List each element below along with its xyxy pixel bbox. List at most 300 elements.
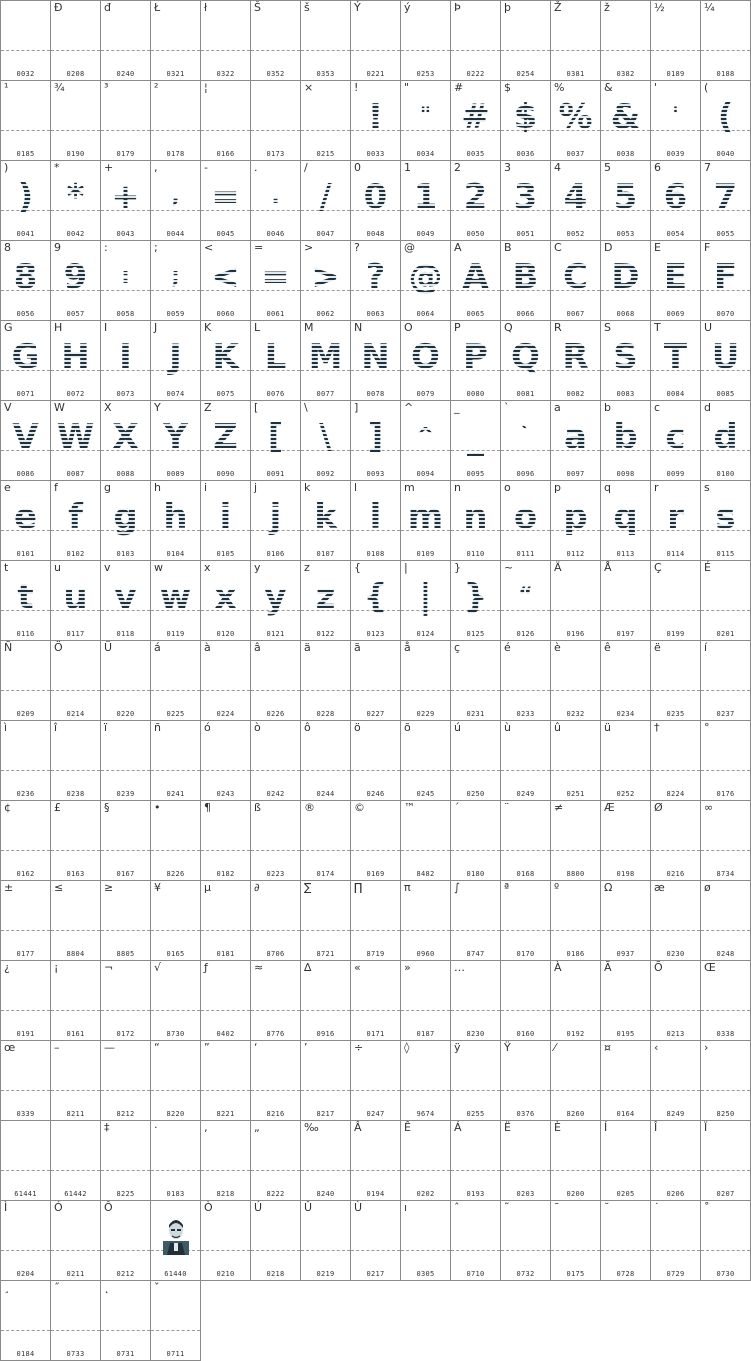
glyph-cell[interactable]	[350, 640, 401, 721]
glyph-cell[interactable]	[50, 1280, 101, 1361]
glyph-cell[interactable]	[50, 1120, 101, 1201]
glyph-char-label: a	[554, 401, 561, 414]
glyph-cell[interactable]	[450, 0, 501, 81]
glyph-cell[interactable]	[0, 640, 51, 721]
glyph-cell[interactable]	[0, 1120, 51, 1201]
glyph-char-label: ½	[654, 1, 665, 14]
glyph-cell[interactable]	[200, 240, 251, 321]
glyph-code-label: 0064	[416, 310, 435, 318]
glyph-cell[interactable]	[650, 960, 701, 1041]
glyph-cell[interactable]	[650, 80, 701, 161]
glyph-cell[interactable]	[0, 240, 51, 321]
glyph-cell[interactable]	[400, 480, 451, 561]
glyph-cell[interactable]	[650, 560, 701, 641]
glyph-char-label: ˛	[104, 1281, 110, 1294]
glyph-cell[interactable]	[550, 240, 601, 321]
glyph-cell[interactable]	[550, 800, 601, 881]
glyph-cell[interactable]	[500, 160, 551, 241]
glyph-cell[interactable]	[250, 1200, 301, 1281]
glyph-cell[interactable]	[150, 240, 201, 321]
glyph-cell[interactable]	[500, 960, 551, 1041]
glyph-cell[interactable]	[650, 160, 701, 241]
glyph-cell[interactable]	[350, 1200, 401, 1281]
glyph-cell[interactable]	[250, 960, 301, 1041]
glyph-cell[interactable]	[200, 0, 251, 81]
glyph-cell[interactable]	[150, 1280, 201, 1361]
glyph-preview: v	[101, 574, 150, 620]
baseline-divider	[51, 770, 100, 771]
glyph-cell[interactable]	[500, 640, 551, 721]
glyph-char-label: …	[454, 961, 465, 974]
glyph-cell[interactable]	[250, 560, 301, 641]
glyph-cell[interactable]	[200, 960, 251, 1041]
glyph-cell[interactable]	[650, 1200, 701, 1281]
glyph-cell[interactable]	[300, 160, 351, 241]
glyph-cell[interactable]	[100, 0, 151, 81]
glyph-cell[interactable]	[200, 560, 251, 641]
glyph-cell[interactable]	[500, 1120, 551, 1201]
glyph-char-label: Ê	[404, 1121, 411, 1134]
glyph-cell[interactable]	[250, 800, 301, 881]
glyph-cell[interactable]	[650, 880, 701, 961]
glyph-cell[interactable]	[350, 80, 401, 161]
glyph-cell[interactable]	[500, 480, 551, 561]
glyph-cell[interactable]	[650, 320, 701, 401]
glyph-cell[interactable]	[0, 480, 51, 561]
glyph-cell[interactable]	[550, 320, 601, 401]
glyph-cell[interactable]	[500, 1200, 551, 1281]
glyph-cell[interactable]	[450, 400, 501, 481]
glyph-cell[interactable]	[0, 1040, 51, 1121]
glyph-cell[interactable]	[250, 400, 301, 481]
glyph-cell[interactable]	[400, 720, 451, 801]
glyph-cell[interactable]	[100, 880, 151, 961]
glyph-cell[interactable]	[150, 800, 201, 881]
glyph-cell[interactable]	[600, 1200, 651, 1281]
glyph-code-label: 0711	[166, 1350, 185, 1358]
glyph-cell[interactable]	[350, 720, 401, 801]
glyph-cell[interactable]	[400, 0, 451, 81]
glyph-cell[interactable]	[300, 1120, 351, 1201]
glyph-cell[interactable]	[500, 240, 551, 321]
glyph-cell[interactable]	[550, 480, 601, 561]
glyph-cell[interactable]	[500, 1040, 551, 1121]
glyph-cell[interactable]	[700, 480, 751, 561]
glyph-cell[interactable]	[50, 800, 101, 881]
glyph-cell[interactable]	[250, 80, 301, 161]
glyph-cell[interactable]	[700, 880, 751, 961]
glyph-cell[interactable]	[50, 560, 101, 641]
glyph-cell[interactable]	[450, 560, 501, 641]
glyph-cell[interactable]	[150, 1040, 201, 1121]
glyph-char-label: ,	[154, 161, 158, 174]
glyph-cell[interactable]	[700, 800, 751, 881]
glyph-cell[interactable]	[300, 880, 351, 961]
glyph-cell[interactable]	[100, 320, 151, 401]
glyph-char-label: `	[504, 401, 510, 414]
glyph-cell[interactable]	[150, 1200, 201, 1281]
glyph-code-label: 0039	[666, 150, 685, 158]
glyph-cell[interactable]	[500, 800, 551, 881]
glyph-cell[interactable]	[150, 960, 201, 1041]
glyph-cell[interactable]	[350, 880, 401, 961]
glyph-cell[interactable]	[550, 720, 601, 801]
glyph-cell[interactable]	[250, 880, 301, 961]
glyph-cell[interactable]	[250, 240, 301, 321]
glyph-cell[interactable]	[250, 320, 301, 401]
glyph-cell[interactable]	[600, 960, 651, 1041]
glyph-cell[interactable]	[500, 880, 551, 961]
glyph-cell[interactable]	[450, 80, 501, 161]
glyph-cell[interactable]	[450, 480, 501, 561]
glyph-cell[interactable]	[400, 160, 451, 241]
glyph-code-label: 0179	[116, 150, 135, 158]
glyph-cell[interactable]	[350, 1120, 401, 1201]
glyph-cell[interactable]	[50, 0, 101, 81]
glyph-cell[interactable]	[100, 720, 151, 801]
glyph-cell[interactable]	[250, 160, 301, 241]
glyph-cell[interactable]	[500, 400, 551, 481]
glyph-cell[interactable]	[150, 640, 201, 721]
glyph-cell[interactable]	[400, 320, 451, 401]
glyph-cell[interactable]	[550, 1200, 601, 1281]
glyph-preview: ^	[401, 414, 450, 460]
baseline-divider	[251, 130, 300, 131]
glyph-cell[interactable]	[150, 720, 201, 801]
glyph-cell[interactable]	[350, 240, 401, 321]
glyph-cell[interactable]	[0, 960, 51, 1041]
glyph-cell[interactable]	[200, 880, 251, 961]
glyph-code-label: 0208	[66, 70, 85, 78]
glyph-cell[interactable]	[450, 720, 501, 801]
glyph-cell[interactable]	[50, 640, 101, 721]
glyph-cell[interactable]	[300, 480, 351, 561]
glyph-code-label: 0109	[416, 550, 435, 558]
glyph-cell[interactable]	[650, 240, 701, 321]
glyph-cell[interactable]	[100, 1040, 151, 1121]
glyph-cell[interactable]	[0, 1200, 51, 1281]
glyph-cell[interactable]	[200, 1120, 251, 1201]
glyph-cell[interactable]	[700, 560, 751, 641]
glyph-code-label: 0230	[666, 950, 685, 958]
glyph-cell[interactable]	[0, 800, 51, 881]
glyph-cell[interactable]	[450, 640, 501, 721]
baseline-divider	[201, 1090, 250, 1091]
glyph-cell[interactable]	[400, 1040, 451, 1121]
glyph-cell[interactable]	[50, 960, 101, 1041]
glyph-cell[interactable]	[450, 160, 501, 241]
glyph-cell[interactable]	[350, 400, 401, 481]
glyph-char-label: _	[454, 401, 460, 414]
glyph-cell[interactable]	[250, 480, 301, 561]
glyph-cell[interactable]	[100, 1200, 151, 1281]
glyph-char-label: ÿ	[454, 1041, 461, 1054]
glyph-cell[interactable]	[350, 480, 401, 561]
glyph-cell[interactable]	[150, 560, 201, 641]
glyph-char-label: 3	[504, 161, 511, 174]
glyph-cell[interactable]	[100, 240, 151, 321]
glyph-cell[interactable]	[450, 960, 501, 1041]
baseline-divider	[151, 770, 200, 771]
glyph-cell[interactable]	[200, 80, 251, 161]
glyph-cell[interactable]	[600, 0, 651, 81]
glyph-cell[interactable]	[450, 240, 501, 321]
glyph-cell[interactable]	[100, 800, 151, 881]
glyph-cell[interactable]	[350, 0, 401, 81]
glyph-cell[interactable]	[100, 1280, 151, 1361]
glyph-cell[interactable]	[550, 1120, 601, 1201]
glyph-cell[interactable]	[500, 560, 551, 641]
glyph-cell[interactable]	[300, 1040, 351, 1121]
glyph-char-label: ˙	[654, 1201, 660, 1214]
glyph-cell[interactable]	[700, 240, 751, 321]
glyph-cell[interactable]	[350, 160, 401, 241]
glyph-cell[interactable]	[700, 320, 751, 401]
glyph-cell[interactable]	[450, 1200, 501, 1281]
glyph-cell[interactable]	[100, 560, 151, 641]
glyph-preview: t	[1, 574, 50, 620]
glyph-cell[interactable]	[400, 1200, 451, 1281]
glyph-cell[interactable]	[200, 1200, 251, 1281]
glyph-code-label: 0730	[716, 1270, 735, 1278]
glyph-cell[interactable]	[600, 640, 651, 721]
glyph-cell[interactable]	[350, 560, 401, 641]
glyph-cell[interactable]	[0, 560, 51, 641]
glyph-cell[interactable]	[0, 320, 51, 401]
glyph-cell[interactable]	[400, 1120, 451, 1201]
glyph-cell[interactable]	[300, 720, 351, 801]
glyph-code-label: 0098	[616, 470, 635, 478]
glyph-cell[interactable]	[300, 800, 351, 881]
glyph-cell[interactable]	[400, 640, 451, 721]
glyph-cell[interactable]	[300, 560, 351, 641]
glyph-cell[interactable]	[550, 80, 601, 161]
glyph-code-label: 0094	[416, 470, 435, 478]
baseline-divider	[401, 1250, 450, 1251]
glyph-cell[interactable]	[50, 880, 101, 961]
glyph-cell[interactable]	[50, 240, 101, 321]
glyph-code-label: 0916	[316, 1030, 335, 1038]
glyph-cell[interactable]	[200, 800, 251, 881]
glyph-cell[interactable]	[100, 400, 151, 481]
glyph-char-label: Þ	[454, 1, 461, 14]
glyph-cell[interactable]	[200, 400, 251, 481]
glyph-cell[interactable]	[250, 1040, 301, 1121]
glyph-cell[interactable]	[600, 320, 651, 401]
glyph-char-label: D	[604, 241, 613, 254]
glyph-cell[interactable]	[650, 640, 701, 721]
glyph-cell[interactable]	[450, 320, 501, 401]
glyph-code-label: 0171	[366, 1030, 385, 1038]
glyph-cell[interactable]	[600, 160, 651, 241]
glyph-code-label: 0051	[516, 230, 535, 238]
glyph-code-label: 0254	[516, 70, 535, 78]
glyph-cell[interactable]	[50, 1040, 101, 1121]
glyph-cell[interactable]	[0, 80, 51, 161]
glyph-cell[interactable]	[600, 400, 651, 481]
baseline-divider	[401, 930, 450, 931]
glyph-cell[interactable]	[700, 720, 751, 801]
glyph-cell[interactable]	[150, 1120, 201, 1201]
glyph-cell[interactable]	[300, 80, 351, 161]
glyph-cell[interactable]	[450, 1040, 501, 1121]
glyph-cell[interactable]	[500, 0, 551, 81]
glyph-cell[interactable]	[50, 720, 101, 801]
glyph-cell[interactable]	[100, 640, 151, 721]
glyph-cell[interactable]	[200, 640, 251, 721]
glyph-cell[interactable]	[200, 160, 251, 241]
glyph-cell[interactable]	[300, 640, 351, 721]
glyph-cell[interactable]	[200, 1040, 251, 1121]
glyph-preview: f	[51, 494, 100, 540]
glyph-cell[interactable]	[550, 0, 601, 81]
glyph-cell[interactable]	[400, 80, 451, 161]
glyph-cell[interactable]	[150, 480, 201, 561]
glyph-cell[interactable]	[350, 1040, 401, 1121]
glyph-cell[interactable]	[500, 720, 551, 801]
glyph-cell[interactable]	[300, 960, 351, 1041]
glyph-cell[interactable]	[700, 1200, 751, 1281]
glyph-cell[interactable]	[300, 1200, 351, 1281]
glyph-code-label: 8719	[366, 950, 385, 958]
glyph-cell[interactable]	[650, 1040, 701, 1121]
glyph-cell[interactable]	[550, 960, 601, 1041]
glyph-cell[interactable]	[600, 240, 651, 321]
glyph-cell[interactable]	[450, 880, 501, 961]
glyph-cell[interactable]	[50, 400, 101, 481]
glyph-cell[interactable]	[600, 560, 651, 641]
glyph-cell[interactable]	[600, 880, 651, 961]
glyph-cell[interactable]	[650, 480, 701, 561]
glyph-cell[interactable]	[550, 400, 601, 481]
glyph-cell[interactable]	[50, 320, 101, 401]
glyph-cell[interactable]	[150, 880, 201, 961]
glyph-char-label: "	[404, 81, 410, 94]
glyph-cell[interactable]	[100, 80, 151, 161]
glyph-preview: =	[201, 174, 250, 220]
glyph-cell[interactable]	[100, 160, 151, 241]
glyph-code-label: 0032	[16, 70, 35, 78]
glyph-cell[interactable]	[300, 0, 351, 81]
glyph-cell[interactable]	[400, 240, 451, 321]
glyph-code-label: 0101	[16, 550, 35, 558]
glyph-cell[interactable]	[400, 560, 451, 641]
glyph-char-label: G	[4, 321, 13, 334]
glyph-code-label: 0243	[216, 790, 235, 798]
glyph-cell[interactable]	[300, 240, 351, 321]
glyph-cell[interactable]	[300, 400, 351, 481]
glyph-cell[interactable]	[550, 160, 601, 241]
glyph-char-label: È	[554, 1121, 561, 1134]
glyph-char-label: R	[554, 321, 562, 334]
glyph-cell[interactable]	[400, 400, 451, 481]
glyph-cell[interactable]	[450, 800, 501, 881]
glyph-cell[interactable]	[100, 480, 151, 561]
glyph-cell[interactable]	[250, 0, 301, 81]
glyph-cell[interactable]	[450, 1120, 501, 1201]
baseline-divider	[351, 850, 400, 851]
glyph-cell[interactable]	[150, 160, 201, 241]
glyph-cell[interactable]	[0, 0, 51, 81]
glyph-cell[interactable]	[0, 160, 51, 241]
glyph-code-label: 0190	[66, 150, 85, 158]
glyph-cell[interactable]	[500, 320, 551, 401]
glyph-code-label: 0089	[166, 470, 185, 478]
glyph-cell[interactable]	[400, 960, 451, 1041]
glyph-cell[interactable]	[700, 400, 751, 481]
glyph-cell[interactable]	[650, 1120, 701, 1201]
glyph-cell[interactable]	[150, 320, 201, 401]
glyph-cell[interactable]	[700, 0, 751, 81]
glyph-cell[interactable]	[700, 960, 751, 1041]
glyph-cell[interactable]	[200, 480, 251, 561]
glyph-code-label: 0124	[416, 630, 435, 638]
glyph-cell[interactable]	[50, 160, 101, 241]
glyph-cell[interactable]	[50, 480, 101, 561]
glyph-char-label: À	[554, 961, 562, 974]
glyph-code-label: 0076	[266, 390, 285, 398]
baseline-divider	[101, 690, 150, 691]
glyph-cell[interactable]	[600, 720, 651, 801]
glyph-cell[interactable]	[350, 960, 401, 1041]
glyph-cell[interactable]	[700, 160, 751, 241]
glyph-cell[interactable]	[400, 800, 451, 881]
glyph-cell[interactable]	[0, 400, 51, 481]
glyph-cell[interactable]	[650, 720, 701, 801]
glyph-cell[interactable]	[250, 640, 301, 721]
glyph-cell[interactable]	[700, 1040, 751, 1121]
glyph-cell[interactable]	[600, 800, 651, 881]
glyph-cell[interactable]	[550, 1040, 601, 1121]
glyph-cell[interactable]	[600, 1040, 651, 1121]
glyph-cell[interactable]	[0, 1280, 51, 1361]
glyph-cell[interactable]	[500, 80, 551, 161]
glyph-cell[interactable]	[150, 80, 201, 161]
glyph-cell[interactable]	[150, 0, 201, 81]
glyph-cell[interactable]	[300, 320, 351, 401]
glyph-cell[interactable]	[550, 880, 601, 961]
glyph-cell[interactable]	[150, 400, 201, 481]
glyph-cell[interactable]	[700, 640, 751, 721]
glyph-cell[interactable]	[700, 80, 751, 161]
glyph-cell[interactable]	[250, 720, 301, 801]
glyph-cell[interactable]	[700, 1120, 751, 1201]
glyph-preview: X	[101, 414, 150, 460]
glyph-cell[interactable]	[50, 80, 101, 161]
glyph-cell[interactable]	[200, 720, 251, 801]
glyph-cell[interactable]	[100, 1120, 151, 1201]
glyph-code-label: 0054	[666, 230, 685, 238]
glyph-cell[interactable]	[350, 800, 401, 881]
glyph-cell[interactable]	[200, 320, 251, 401]
glyph-char-label: /	[304, 161, 308, 174]
glyph-cell[interactable]	[650, 800, 701, 881]
glyph-cell[interactable]	[100, 960, 151, 1041]
glyph-cell[interactable]	[350, 320, 401, 401]
glyph-cell[interactable]	[600, 80, 651, 161]
glyph-cell[interactable]	[0, 720, 51, 801]
glyph-cell[interactable]	[0, 880, 51, 961]
glyph-cell[interactable]	[650, 0, 701, 81]
glyph-cell[interactable]	[250, 1120, 301, 1201]
glyph-cell[interactable]	[400, 880, 451, 961]
glyph-cell[interactable]	[650, 400, 701, 481]
glyph-cell[interactable]	[600, 480, 651, 561]
glyph-cell[interactable]	[550, 640, 601, 721]
glyph-cell[interactable]	[550, 560, 601, 641]
glyph-cell[interactable]	[600, 1120, 651, 1201]
glyph-cell[interactable]	[50, 1200, 101, 1281]
